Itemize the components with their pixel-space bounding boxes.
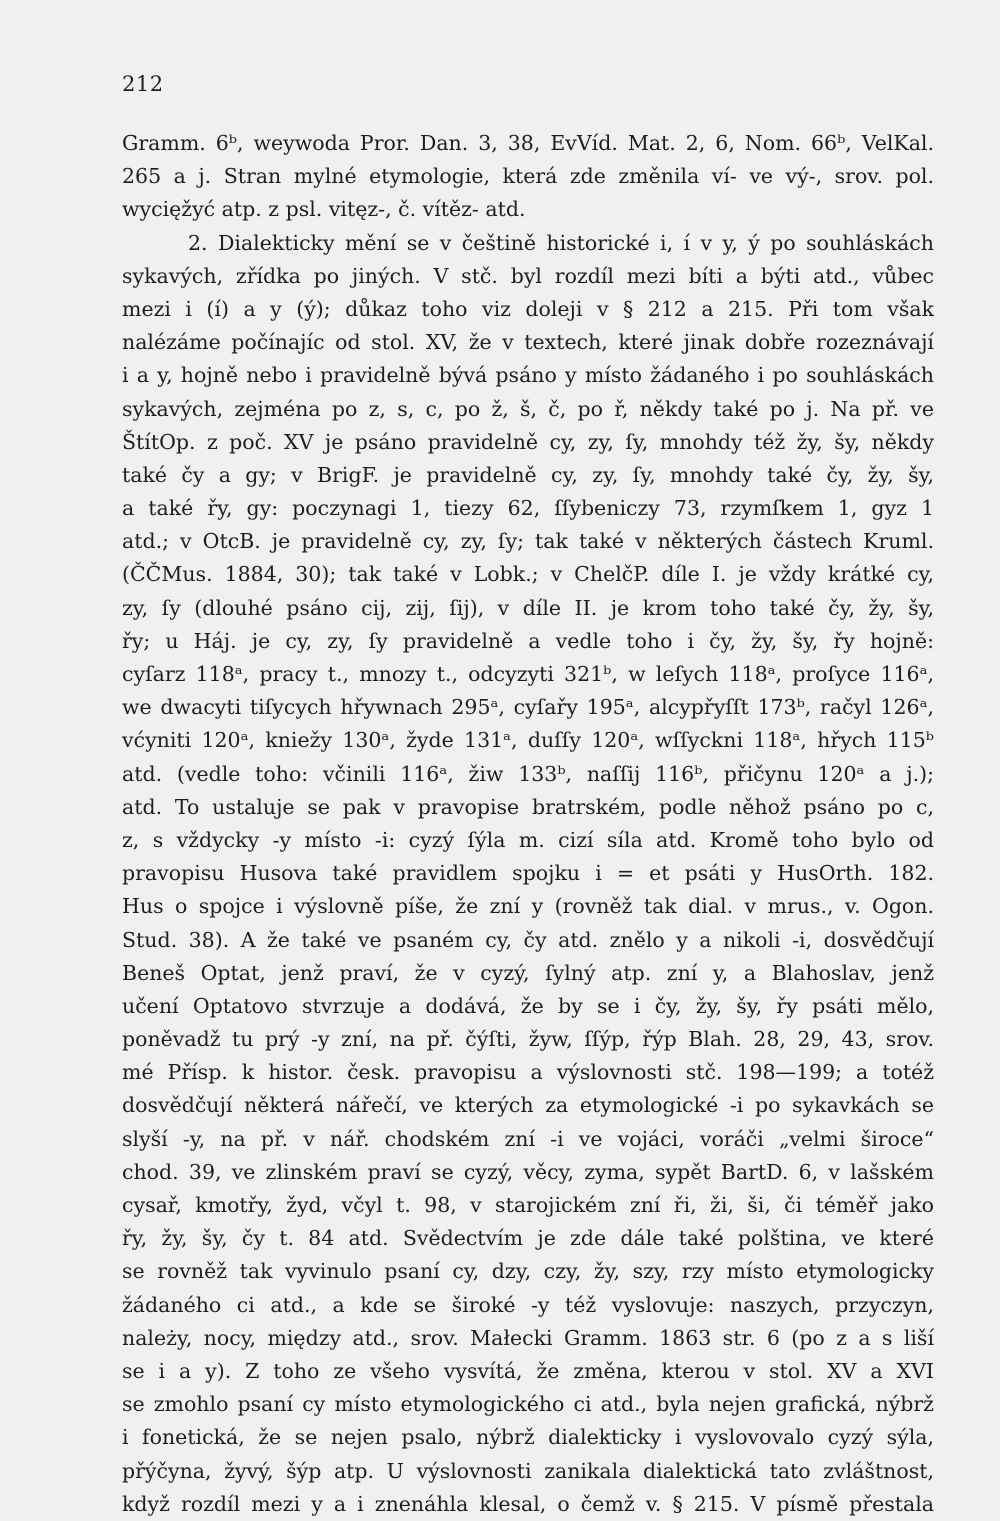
page-number: 212 (122, 72, 164, 96)
text-line: sykavých, zřídka po jiných. V stč. byl rozdíl mezi bíti a býti atd., vůbec (122, 263, 934, 288)
text-line: také čy a gy; v BrigF. je pravidelně cy, zy, ſy, mnohdy také čy, žy, šy, (122, 462, 934, 487)
text-line: i fonetická, že se nejen psalo, nýbrž dialekticky i vyslovovalo cyzý sýla, (122, 1425, 934, 1450)
text-line: se zmohlo psaní cy místo etymologického ci atd., byla nejen grafická, nýbrž (122, 1392, 934, 1417)
text-line: poněvadž tu prý -y zní, na př. čýſti, žyw, ſſýp, řýp Blah. 28, 29, 43, srov. (122, 1027, 934, 1052)
text-line: sykavých, zejména po z, s, c, po ž, š, č, po ř, někdy také po j. Na př. ve (122, 396, 934, 421)
text-line: Gramm. 6ᵇ, weywoda Pror. Dan. 3, 38, EvVíd. Mat. 2, 6, Nom. 66ᵇ, VelKal. (122, 131, 934, 155)
text-line: řy, žy, šy, čy t. 84 atd. Svědectvím je zde dále také polština, ve které (122, 1226, 934, 1251)
text-line: wycięžyć atp. z psl. vitęz-, č. vítěz- atd. (122, 197, 526, 222)
text-line: Beneš Optat, jenž praví, že v cyzý, ſylný atp. zní y, a Blahoslav, jenž (122, 960, 934, 985)
text-line: chod. 39, ve zlinském praví se cyzý, věcy, zyma, sypět BartD. 6, v lašském (122, 1159, 934, 1184)
text-line: se rovněž tak vyvinulo psaní cy, dzy, czy, žy, szy, rzy místo etymologicky (122, 1259, 934, 1284)
text-line: cysař, kmotřy, žyd, včyl t. 98, v starojickém zní ři, ži, ši, či téměř jako (122, 1193, 934, 1217)
text-line: pravopisu Husova také pravidlem spojku i = et psáti y HusOrth. 182. (122, 861, 934, 886)
text-line: z, s vždycky -y místo -i: cyzý ſýla m. cizí síla atd. Kromě toho bylo od (122, 827, 934, 852)
text-line: řy; u Háj. je cy, zy, ſy pravidelně a vedle toho i čy, žy, šy, řy hojně: (122, 628, 934, 653)
text-line: slyší -y, na př. v nář. chodském zní -i ve vojáci, voráči „velmi široce“ (122, 1126, 934, 1151)
text-line: 265 a j. Stran mylné etymologie, která zde změnila ví- ve vý-, srov. pol. (122, 164, 934, 189)
text-line: (ČČMus. 1884, 30); tak také v Lobk.; v ChelčP. díle I. je vždy krátké cy, (122, 562, 934, 587)
text-line: należy, nocy, między atd., srov. Małecki Gramm. 1863 str. 6 (po z a s liší (122, 1325, 934, 1350)
text-line: mé Přísp. k histor. česk. pravopisu a výslovnosti stč. 198—199; a totéž (122, 1060, 934, 1085)
text-line: atd. (vedle toho: včinili 116ᵃ, žiw 133ᵇ, naſſij 116ᵇ, přičynu 120ᵃ a j.); (122, 761, 934, 786)
text-line: vćyniti 120ᵃ, kniežy 130ᵃ, žyde 131ᵃ, duſſy 120ᵃ, wſſyckni 118ᵃ, hřych 115ᵇ (122, 728, 934, 753)
text-line: i a y, hojně nebo i pravidelně bývá psáno y místo žádaného i po souhláskách (122, 363, 934, 388)
text-line: Hus o spojce i výslovně píše, že zní y (rovněž tak dial. v mrus., v. Ogon. (122, 894, 934, 919)
text-line: Stud. 38). A že také ve psaném cy, čy atd. znělo y a nikoli -i, dosvědčují (122, 927, 934, 952)
text-line: žádaného ci atd., a kde se široké -y též vyslovuje: naszych, przyczyn, (122, 1292, 934, 1317)
text-line: když rozdíl mezi y a i znenáhla klesal, o čemž v. § 215. V písmě přestala (122, 1491, 934, 1516)
text-line: dosvědčují některá nářečí, ve kterých za etymologické -i po sykavkách se (122, 1093, 934, 1118)
text-line: zy, ſy (dlouhé psáno cij, zij, ſij), v díle II. je krom toho také čy, žy, šy, (122, 595, 934, 620)
text-line: we dwacyti tiſycych hřywnach 295ᵃ, cyſařy 195ᵃ, alcypřyſſt 173ᵇ, račyl 126ᵃ, (122, 695, 934, 720)
text-line: a také řy, gy: poczynagi 1, tiezy 62, ſſybeniczy 73, rzymſkem 1, gyz 1 (122, 496, 934, 521)
text-line: se i a y). Z toho ze všeho vysvítá, že změna, kterou v stol. XV a XVI (122, 1358, 934, 1383)
text-line: 2. Dialekticky mění se v češtině historické i, í v y, ý po souhláskách (188, 230, 934, 255)
text-line: nalézáme počínajíc od stol. XV, že v textech, které jinak dobře rozeznávají (122, 330, 934, 355)
body-text (122, 127, 934, 1521)
text-line: atd. To ustaluje se pak v pravopise bratrském, podle něhož psáno po c, (122, 794, 934, 819)
text-line: přýčyna, žyvý, šýp atp. U výslovnosti zanikala dialektická tato zvláštnost, (122, 1458, 934, 1483)
text-line: atd.; v OtcB. je pravidelně cy, zy, ſy; tak také v některých částech Kruml. (122, 529, 934, 554)
text-line: mezi i (í) a y (ý); důkaz toho viz doleji v § 212 a 215. Při tom však (122, 296, 934, 321)
text-line: ŠtítOp. z poč. XV je psáno pravidelně cy, zy, ſy, mnohdy též žy, šy, někdy (122, 429, 934, 454)
text-line: učení Optatovo stvrzuje a dodává, že by se i čy, žy, šy, řy psáti mělo, (122, 993, 934, 1018)
text-line: cyſarz 118ᵃ, pracy t., mnozy t., odcyzyti 321ᵇ, w leſych 118ᵃ, proſyce 116ᵃ, (122, 662, 934, 686)
